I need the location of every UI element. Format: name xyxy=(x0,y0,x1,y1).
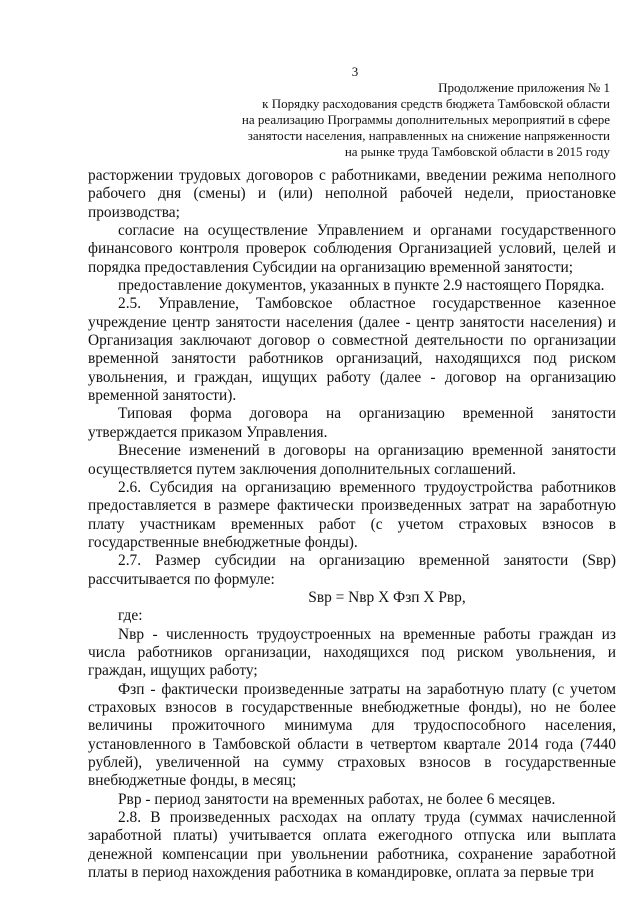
paragraph: 2.7. Размер субсидии на организацию временной занятости (Sвр) рассчитывается по формуле: xyxy=(88,552,616,588)
appendix-line: на реализацию Программы дополнительных мероприятий в сфере xyxy=(241,112,610,127)
document-body xyxy=(88,167,616,882)
paragraph: согласие на осуществление Управлением и органами государственного финансового контроля проверок соблюдения Организацией условий, целей и порядка предоставления Субсидии на организацию временной занятости; xyxy=(88,222,616,276)
paragraph: Фзп - фактически произведенные затраты на заработную плату (с учетом страховых взносов в государственные внебюджетные фонды), но не более величины прожиточного минимума для трудоспособного населения, установленного в Тамбовской области в четвертом квартале 2014 года (7440 рублей), увеличенной на сумму страховых взносов в государственные внебюджетные фонды, в месяц; xyxy=(88,680,616,790)
appendix-line: к Порядку расходования средств бюджета Тамбовской области xyxy=(262,96,610,111)
appendix-line: занятости населения, направленных на снижение напряженности xyxy=(247,128,610,143)
formula: Sвр = Nвр X Фзп X Рвр, xyxy=(308,588,466,606)
paragraph: 2.6. Субсидия на организацию временного трудоустройства работников предоставляется в размере фактически произведенных затрат на заработную плату участникам временных работ (с учетом страховых взносов в государственные внебюджетные фонды). xyxy=(88,478,616,551)
paragraph: где: xyxy=(118,607,143,625)
paragraph: расторжении трудовых договоров с работниками, введении режима неполного рабочего дня (смены) и (или) неполной рабочей недели, приостановке производства; xyxy=(88,167,616,221)
paragraph: 2.5. Управление, Тамбовское областное государственное казенное учреждение центр занятости населения (далее - центр занятости населения) и Организация заключают договор о совместной деятельности по организации временной занятости работников организаций, находящихся под риском увольнения, и граждан, ищущих работу (далее - договор на организацию временной занятости). xyxy=(88,295,616,405)
appendix-line: Продолжение приложения № 1 xyxy=(438,80,610,95)
paragraph: предоставление документов, указанных в пункте 2.9 настоящего Порядка. xyxy=(118,277,605,295)
appendix-line: на рынке труда Тамбовской области в 2015 году xyxy=(344,144,610,159)
paragraph: Типовая форма договора на организацию временной занятости утверждается приказом Управления. xyxy=(88,405,616,441)
paragraph: Nвр - численность трудоустроенных на временные работы граждан из числа работников организации, находящихся под риском увольнения, и граждан, ищущих работу; xyxy=(88,625,616,680)
paragraph: 2.8. В произведенных расходах на оплату труда (суммах начисленной заработной платы) учитывается оплата ежегодного отпуска или выплата денежной компенсации при увольнении работника, сохранение заработной платы в период нахождения работника в командировке, оплата за первые три xyxy=(88,809,616,882)
paragraph: Рвр - период занятости на временных работах, не более 6 месяцев. xyxy=(118,790,556,808)
page-number: 3 xyxy=(351,64,359,79)
appendix-header xyxy=(190,80,610,160)
paragraph: Внесение изменений в договоры на организацию временной занятости осуществляется путем заключения дополнительных соглашений. xyxy=(88,442,616,478)
